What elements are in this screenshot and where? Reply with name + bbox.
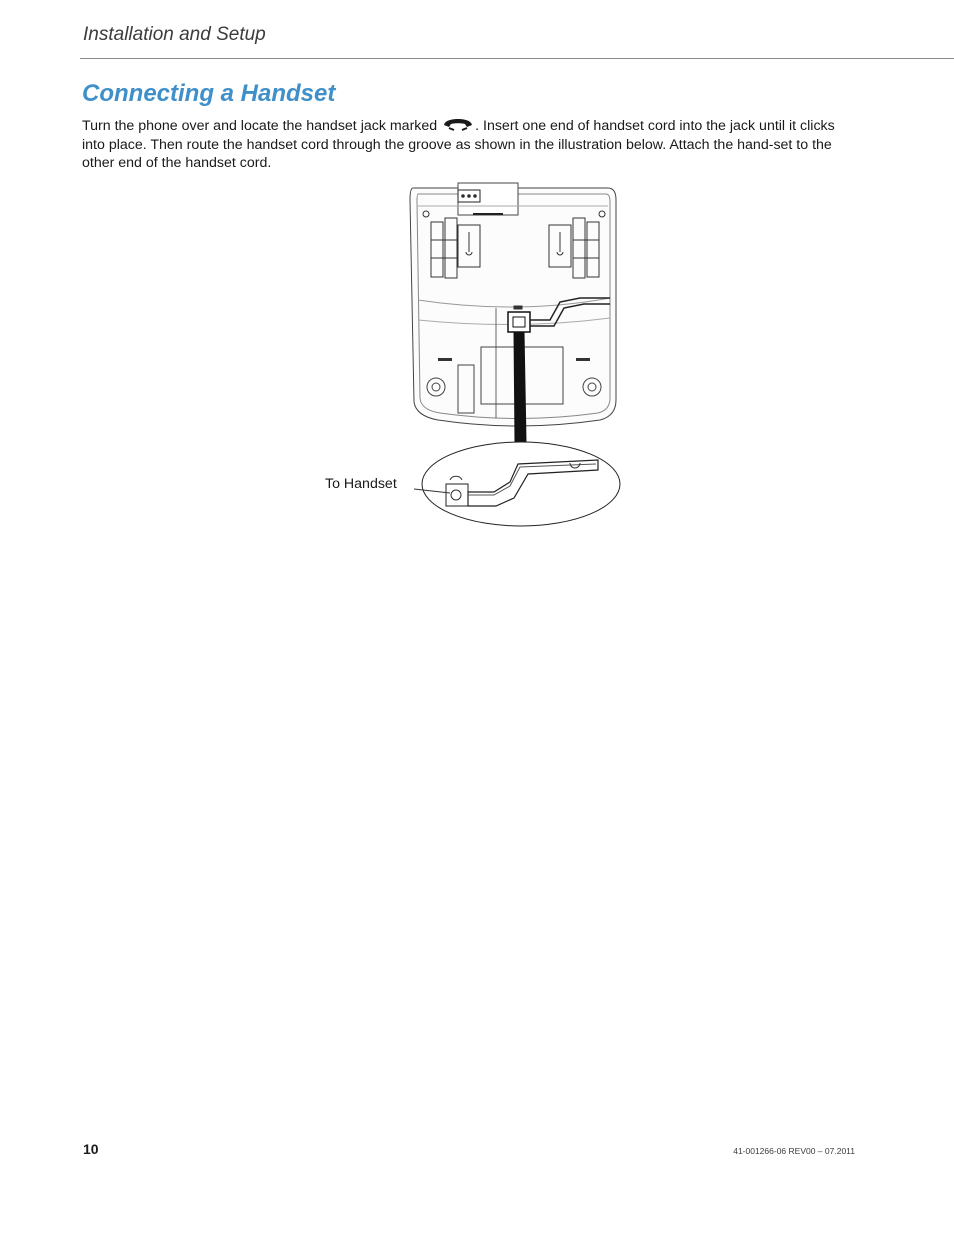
header-rule: [80, 58, 954, 59]
handset-icon: [441, 118, 475, 131]
body-text-part-1: Turn the phone over and locate the handset jack marked: [82, 118, 442, 134]
body-text-part-2: . Insert one end of handset cord into the jack until it clicks into place. Then route the handset cord through the groove as shown in the illustration below. Attach the hand-set to the other end of the handset cord.: [82, 118, 835, 172]
page-title: Connecting a Handset: [82, 80, 336, 107]
page-number: 10: [83, 1141, 99, 1157]
document-id: 41-001266-06 REV00 – 07.2011: [733, 1146, 855, 1156]
callout-label: To Handset: [325, 476, 397, 492]
section-header: Installation and Setup: [83, 24, 266, 45]
body-paragraph: [82, 117, 857, 173]
